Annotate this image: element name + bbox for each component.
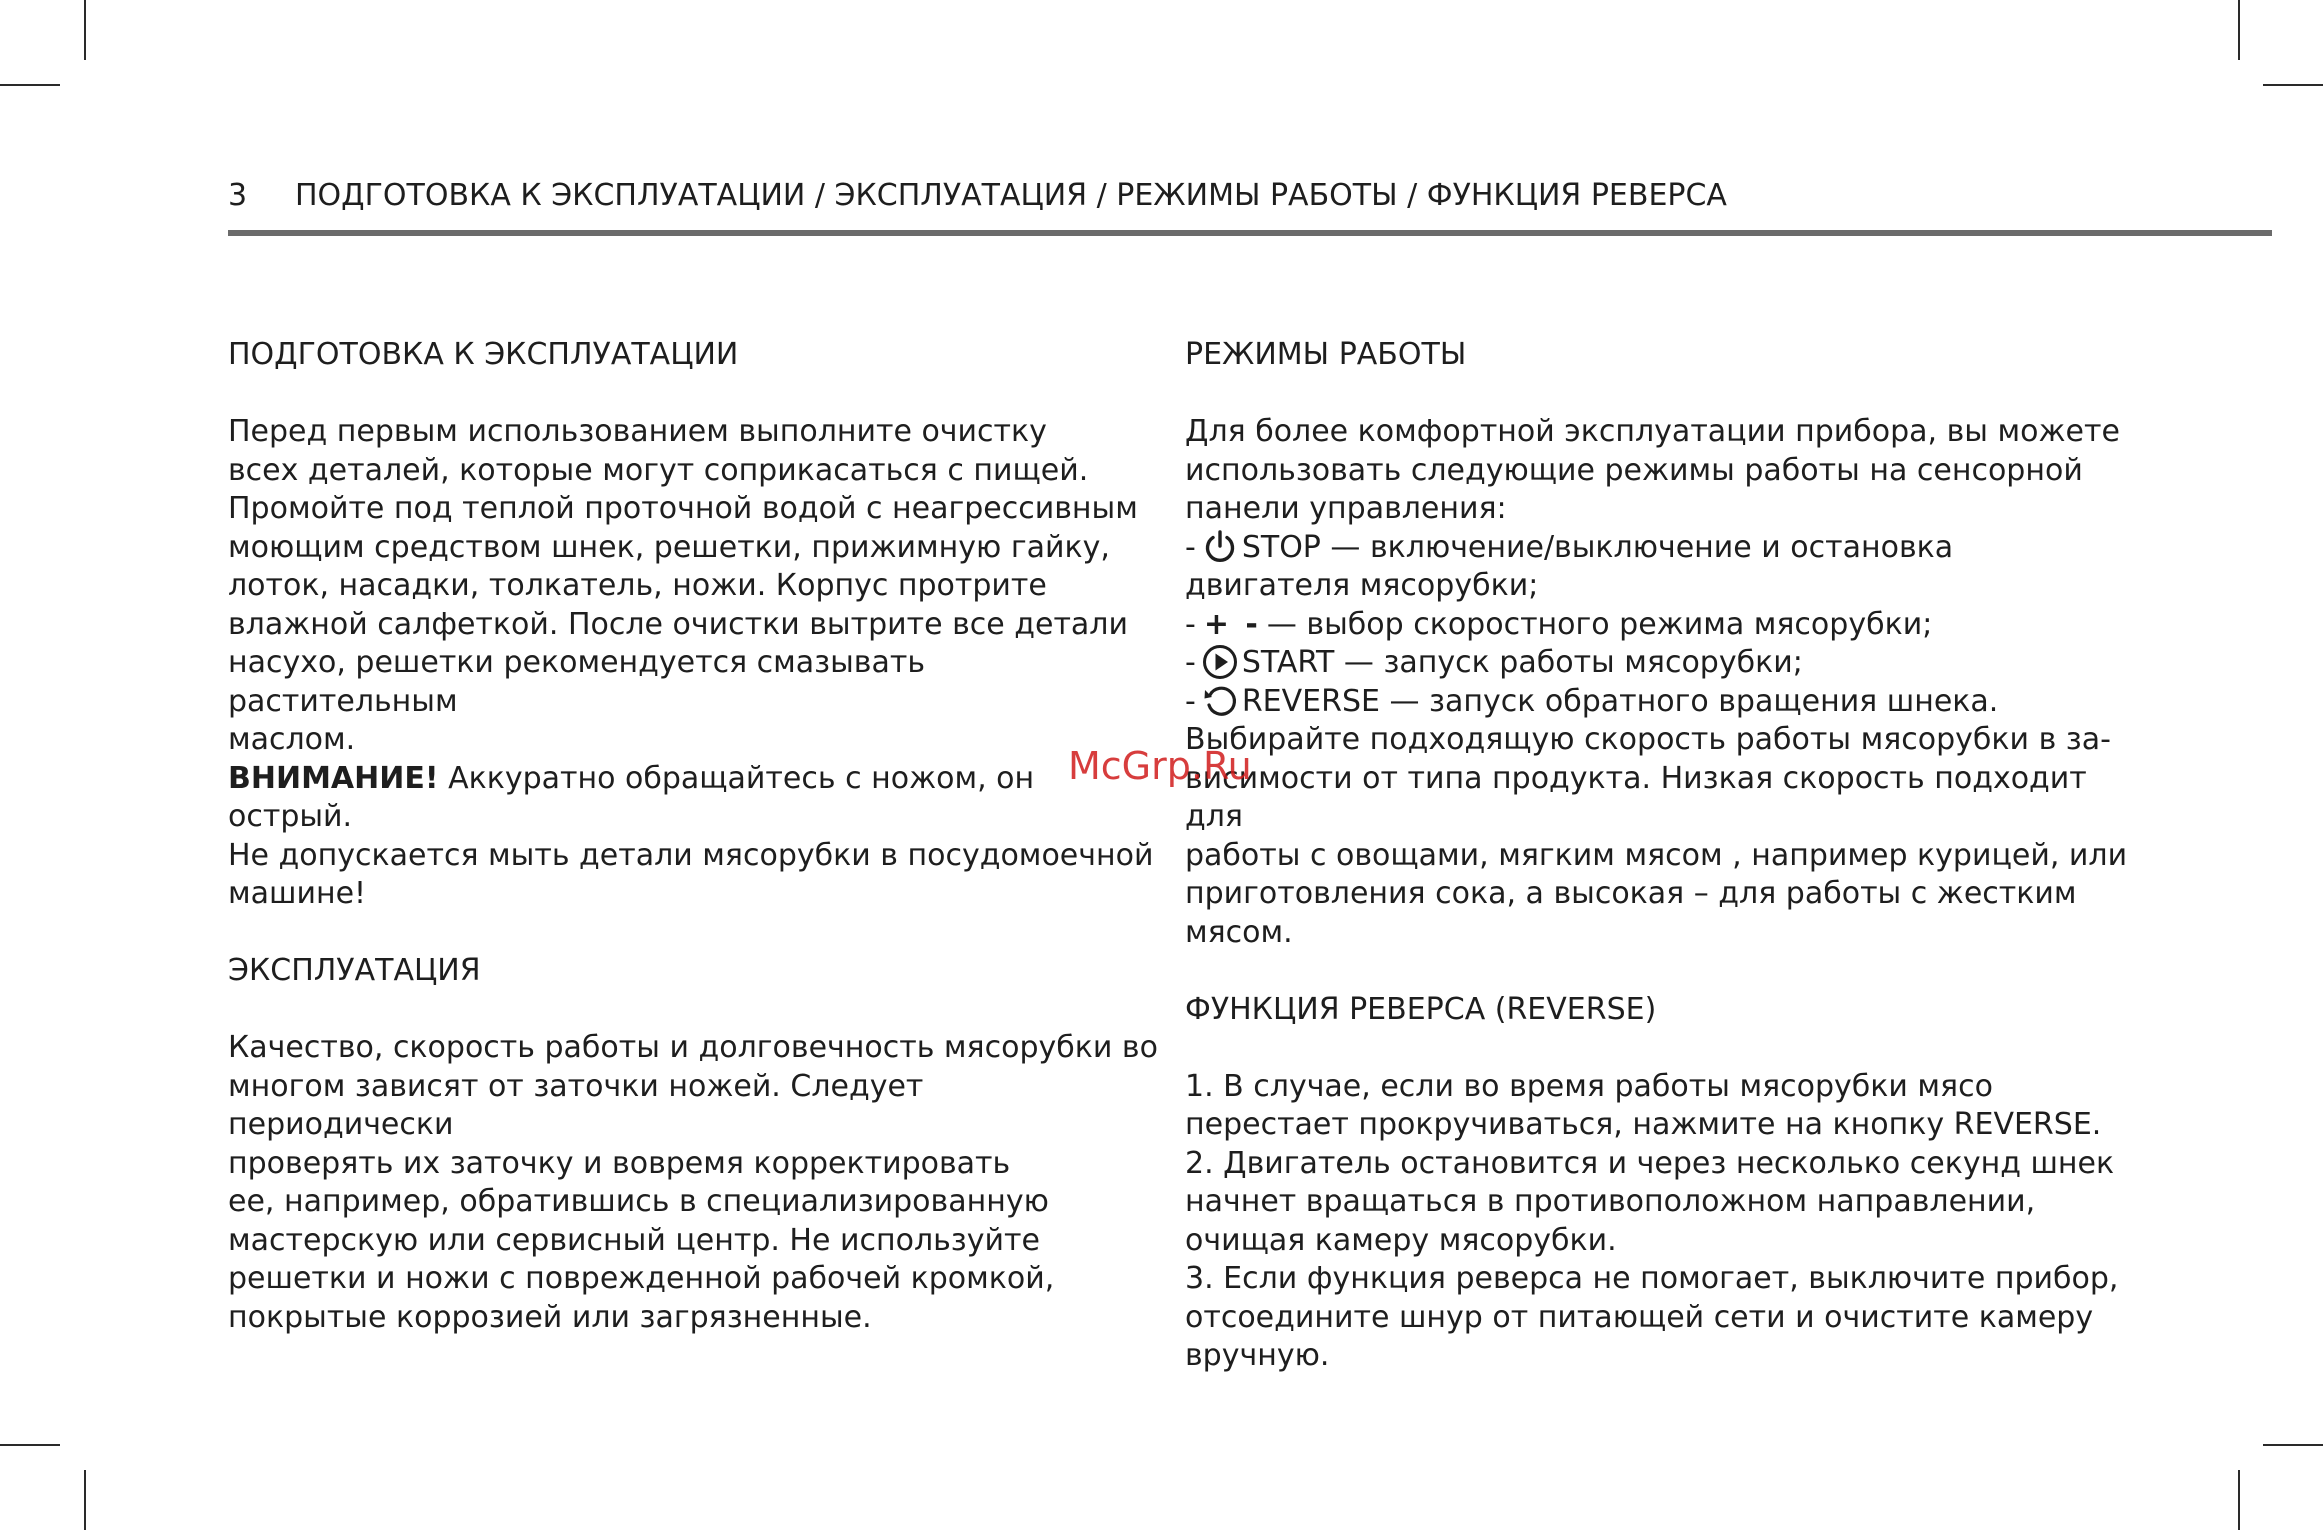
crop-mark: [0, 84, 60, 86]
right-column: [1185, 336, 2145, 1376]
play-icon: [1202, 644, 1238, 680]
header-rule: [228, 230, 2272, 236]
section-heading-preparation: ПОДГОТОВКА К ЭКСПЛУАТАЦИИ: [228, 337, 739, 372]
speed-advice-text: Выбирайте подходящую скорость работы мясорубки в за- висимости от типа продукта. Низкая скорость подходит для работы с овощами, мягким мясом , например курицей, или приготовления сока, а высокая – для работы с жестким мясом.: [1185, 722, 2128, 950]
crop-mark: [2238, 1470, 2240, 1530]
list-dash: -: [1185, 529, 1196, 565]
section-heading-reverse: ФУНКЦИЯ РЕВЕРСА (REVERSE): [1185, 991, 1657, 1027]
stop-description: STOP — включение/выключение и остановка: [1241, 529, 1954, 565]
list-dash: -: [1185, 683, 1196, 719]
control-start-line: [1185, 644, 2145, 683]
section-heading-modes: РЕЖИМЫ РАБОТЫ: [1185, 337, 1467, 372]
power-icon: [1202, 529, 1238, 565]
crop-mark: [0, 1444, 60, 1446]
watermark: McGrp.Ru: [1068, 744, 1252, 788]
crop-mark: [2238, 0, 2240, 60]
page-header-title: ПОДГОТОВКА К ЭКСПЛУАТАЦИИ / ЭКСПЛУАТАЦИЯ / РЕЖИМЫ РАБОТЫ / ФУНКЦИЯ РЕВЕРСА: [295, 178, 1727, 213]
control-reverse-line: [1185, 683, 2145, 722]
start-description: START — запуск работы мясорубки;: [1241, 645, 1803, 680]
crop-mark: [84, 0, 86, 60]
warning-text: Аккуратно обращайтесь с ножом, он острый. Не допускается мыть детали мясорубки в посудомоечной машине!: [228, 760, 1154, 911]
list-dash: -: [1185, 606, 1196, 642]
control-speed-line: [1185, 606, 2145, 645]
speed-description: — выбор скоростного режима мясорубки;: [1266, 606, 1933, 642]
preparation-text: Перед первым использованием выполните очистку всех деталей, которые могут соприкасаться с пищей. Промойте под теплой проточной водой с неагрессивным моющим средством шнек, решетки, прижимную гайку, лоток, насадки, толкатель, ножи. Корпус протрите влажной салфеткой. После очистки вытрите все детали насухо, решетки рекомендуется смазывать растительным маслом.: [228, 414, 1138, 757]
crop-mark: [2263, 84, 2323, 86]
control-stop-line-2: двигателя мясорубки;: [1185, 568, 1539, 603]
plus-minus-icon: + -: [1203, 606, 1261, 642]
reverse-icon: [1202, 683, 1238, 719]
modes-intro: Для более комфортной эксплуатации прибора, вы можете использовать следующие режимы работы на сенсорной панели управления:: [1185, 414, 2120, 526]
crop-mark: [84, 1470, 86, 1530]
page-number: 3: [228, 178, 248, 213]
section-heading-operation: ЭКСПЛУАТАЦИЯ: [228, 953, 481, 988]
warning-paragraph: [228, 760, 1158, 914]
reverse-steps-text: 1. В случае, если во время работы мясорубки мясо перестает прокручиваться, нажмите на кнопку REVERSE. 2. Двигатель остановится и через несколько секунд шнек начнет вращаться в противоположном направлении, очищая камеру мясорубки. 3. Если функция реверса не помогает, выключите прибор, отсоедините шнур от питающей сети и очистите камеру вручную.: [1185, 1068, 2119, 1373]
reverse-description: REVERSE — запуск обратного вращения шнека.: [1241, 683, 1999, 719]
left-column: [228, 336, 1158, 1337]
crop-mark: [2263, 1444, 2323, 1446]
control-stop-line: [1185, 529, 2145, 568]
page-header: [228, 172, 2272, 240]
list-dash: -: [1185, 645, 1196, 680]
warning-label: ВНИМАНИЕ!: [228, 760, 439, 796]
operation-text: Качество, скорость работы и долговечность мясорубки во многом зависят от заточки ножей. Следует периодически проверять их заточку и вовремя корректировать ее, например, обратившись в специализированную мастерскую или сервисный центр. Не используйте решетки и ножи с поврежденной рабочей кромкой, покрытые коррозией или загрязненные.: [228, 1030, 1158, 1335]
